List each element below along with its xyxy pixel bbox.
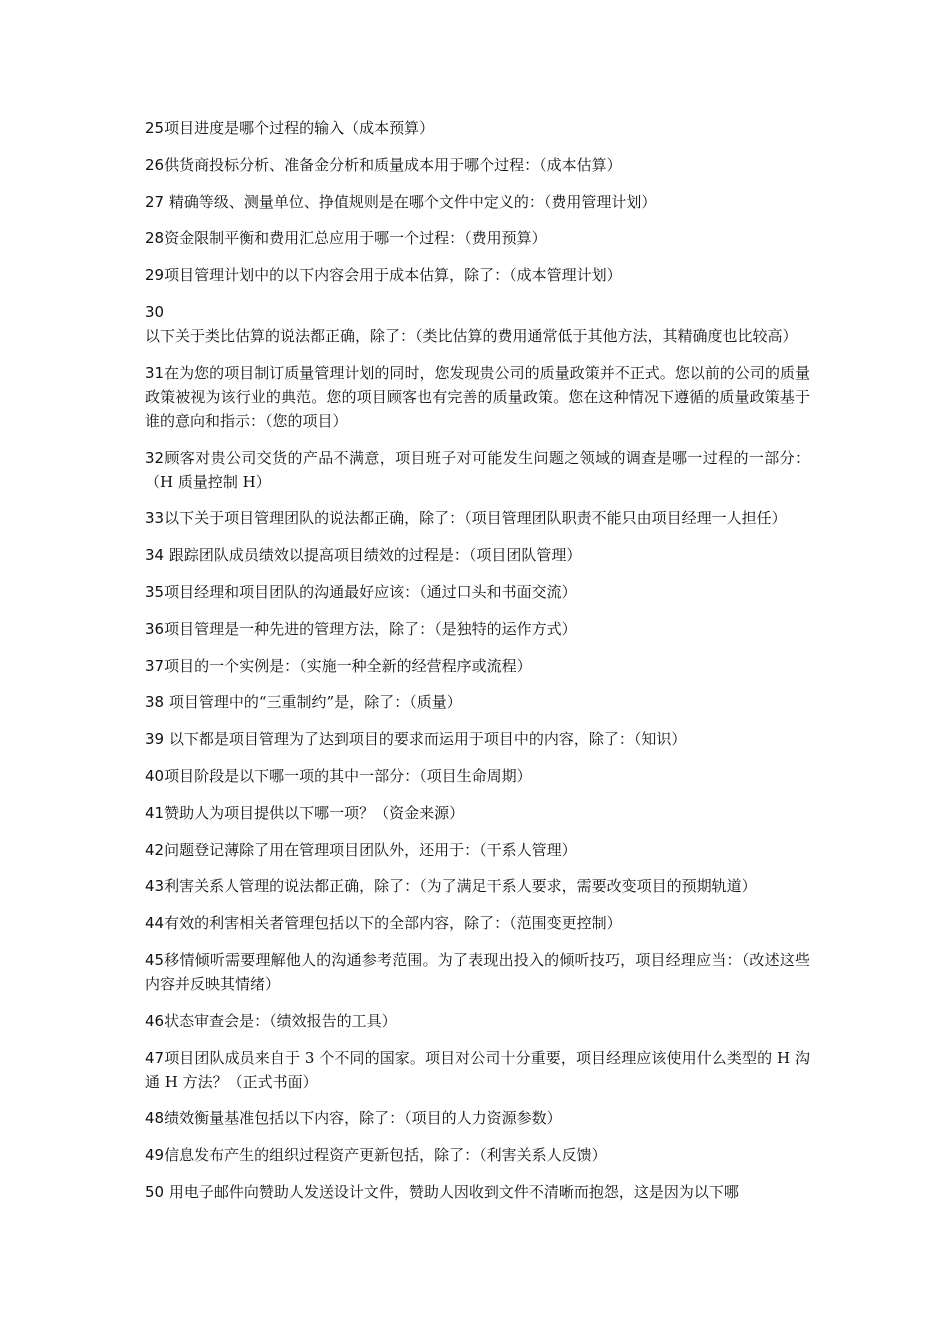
question-48	[145, 1106, 810, 1130]
question-number: 40	[145, 766, 165, 785]
question-34	[145, 543, 810, 567]
question-number: 34	[145, 546, 165, 565]
question-number: 47	[145, 1048, 165, 1067]
question-number: 37	[145, 656, 165, 675]
question-40	[145, 764, 810, 788]
question-text: 在为您的项目制订质量管理计划的同时，您发现贵公司的质量政策并不正式。您以前的公司的质量政策被视为该行业的典范。您的项目顾客也有完善的质量政策。您在这种情况下遵循的质量政策基于谁的意向和指示：（您的项目）	[145, 363, 810, 430]
question-27	[145, 190, 810, 214]
question-text: 项目的一个实例是：（实施一种全新的经营程序或流程）	[164, 656, 532, 675]
question-number: 48	[145, 1109, 165, 1128]
question-number: 44	[145, 914, 165, 933]
question-number: 49	[145, 1146, 165, 1165]
question-text: 信息发布产生的组织过程资产更新包括，除了：（利害关系人反馈）	[164, 1146, 607, 1165]
question-37	[145, 654, 810, 678]
question-26	[145, 153, 810, 177]
question-number: 32	[145, 448, 165, 467]
question-number: 39	[145, 730, 165, 749]
question-number: 36	[145, 619, 165, 638]
question-text: 项目管理计划中的以下内容会用于成本估算，除了：（成本管理计划）	[164, 266, 622, 285]
question-39	[145, 727, 810, 751]
question-text: 精确等级、测量单位、挣值规则是在哪个文件中定义的：（费用管理计划）	[164, 192, 657, 211]
question-33	[145, 506, 810, 530]
question-29	[145, 263, 810, 287]
question-text: 有效的利害相关者管理包括以下的全部内容，除了：（范围变更控制）	[164, 914, 622, 933]
document-page	[145, 116, 810, 1217]
question-number: 33	[145, 509, 165, 528]
question-text: 利害关系人管理的说法都正确，除了：（为了满足干系人要求，需要改变项目的预期轨道）	[164, 877, 757, 896]
question-text: 移情倾听需要理解他人的沟通参考范围。为了表现出投入的倾听技巧，项目经理应当：（改述这些内容并反映其情绪）	[145, 950, 810, 993]
question-text: 项目经理和项目团队的沟通最好应该：（通过口头和书面交流）	[164, 582, 577, 601]
question-50	[145, 1180, 810, 1204]
question-number: 26	[145, 155, 165, 174]
question-25	[145, 116, 810, 140]
question-text: 项目团队成员来自于 3 个不同的国家。项目对公司十分重要，项目经理应该使用什么类型的 H 沟通 H 方法？（正式书面）	[145, 1048, 810, 1091]
question-28	[145, 226, 810, 250]
question-number: 35	[145, 582, 165, 601]
question-35	[145, 580, 810, 604]
question-text: 绩效衡量基准包括以下内容，除了：（项目的人力资源参数）	[164, 1109, 562, 1128]
question-number: 45	[145, 950, 165, 969]
question-44	[145, 911, 810, 935]
question-number: 25	[145, 119, 165, 137]
question-47	[145, 1046, 810, 1094]
question-number: 28	[145, 229, 165, 248]
question-30	[145, 300, 810, 348]
question-38	[145, 690, 810, 714]
question-42	[145, 838, 810, 862]
question-text: 项目进度是哪个过程的输入（成本预算）	[164, 119, 435, 137]
question-text: 顾客对贵公司交货的产品不满意，项目班子对可能发生问题之领域的调查是哪一过程的一部分：（H 质量控制 H）	[145, 448, 810, 491]
question-number: 42	[145, 840, 165, 859]
question-text: 项目阶段是以下哪一项的其中一部分：（项目生命周期）	[164, 766, 532, 785]
question-number: 29	[145, 266, 165, 285]
question-number: 50	[145, 1182, 165, 1201]
question-31	[145, 361, 810, 433]
question-number: 38	[145, 693, 165, 712]
question-45	[145, 948, 810, 996]
question-36	[145, 617, 810, 641]
question-text: 项目管理中的“三重制约”是，除了：（质量）	[164, 693, 462, 712]
question-text: 跟踪团队成员绩效以提高项目绩效的过程是：（项目团队管理）	[164, 546, 582, 565]
question-number: 30	[145, 302, 165, 321]
question-text: 赞助人为项目提供以下哪一项？（资金来源）	[164, 803, 465, 822]
question-43	[145, 874, 810, 898]
question-text: 资金限制平衡和费用汇总应用于哪一个过程：（费用预算）	[164, 229, 547, 248]
question-46	[145, 1009, 810, 1033]
question-text: 项目管理是一种先进的管理方法，除了：（是独特的运作方式）	[164, 619, 577, 638]
question-text: 以下关于项目管理团队的说法都正确，除了：（项目管理团队职责不能只由项目经理一人担任）	[164, 509, 787, 528]
question-number: 27	[145, 192, 165, 211]
question-number: 31	[145, 363, 165, 382]
question-text: 以下都是项目管理为了达到项目的要求而运用于项目中的内容，除了：（知识）	[164, 730, 687, 749]
question-41	[145, 801, 810, 825]
question-number: 43	[145, 877, 165, 896]
question-32	[145, 446, 810, 494]
question-text: 状态审查会是：（绩效报告的工具）	[164, 1011, 397, 1030]
question-number: 46	[145, 1011, 165, 1030]
question-49	[145, 1143, 810, 1167]
question-number: 41	[145, 803, 165, 822]
question-text: 用电子邮件向赞助人发送设计文件，赞助人因收到文件不清晰而抱怨，这是因为以下哪	[164, 1182, 739, 1201]
question-text: 以下关于类比估算的说法都正确，除了：（类比估算的费用通常低于其他方法，其精确度也比较高）	[145, 326, 798, 345]
question-text: 供货商投标分析、准备金分析和质量成本用于哪个过程：（成本估算）	[164, 155, 622, 174]
question-text: 问题登记薄除了用在管理项目团队外，还用于：（干系人管理）	[164, 840, 577, 859]
